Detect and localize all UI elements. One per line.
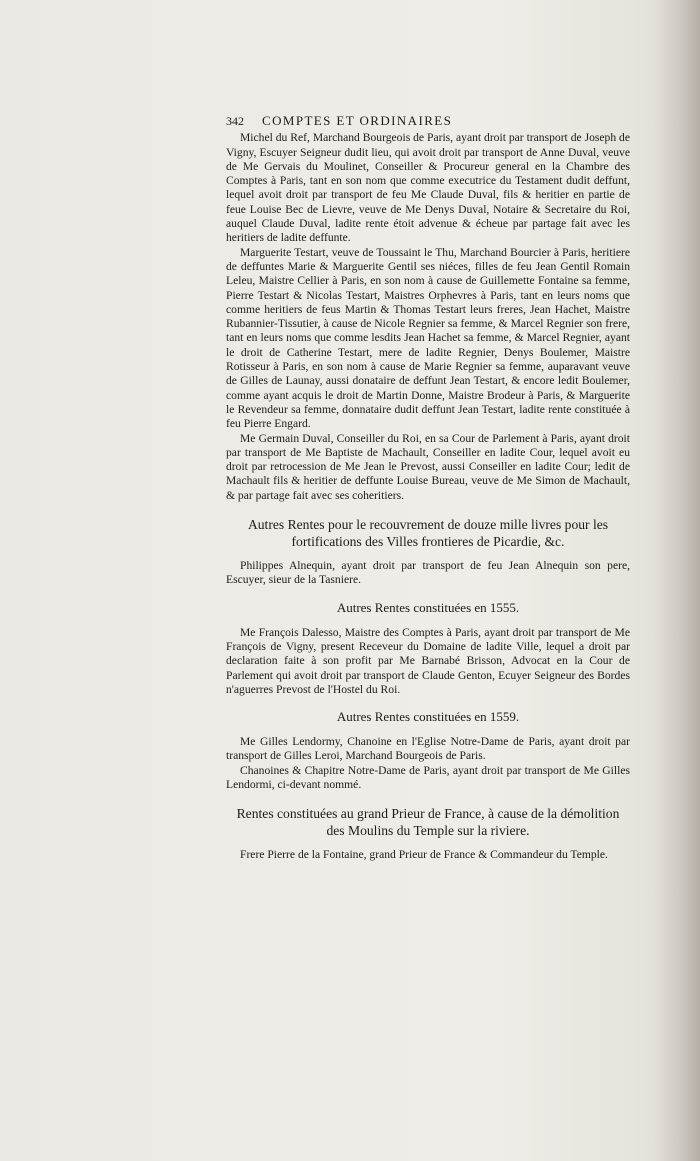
entry: Philippes Alnequin, ayant droit par transport de feu Jean Alnequin son pere, Escuyer, sieur de la Tasniere.	[226, 559, 630, 587]
running-title: COMPTES ET ORDINAIRES	[262, 113, 453, 128]
page-header	[226, 114, 630, 128]
entry: Chanoines & Chapitre Notre-Dame de Paris, ayant droit par transport de Me Gilles Lendormi, ci-devant nommé.	[226, 763, 630, 791]
entry: Me François Dalesso, Maistre des Comptes à Paris, ayant droit par transport de Me François de Vigny, present Receveur du Domaine de ladite Ville, lequel a droit par declaration faite à son profit par Me Barnabé Brisson, Advocat en la Cour de Parlement qui avoit droit par transport de Claude Genton, Ecuyer Seigneur des Bordes n'aguerres Prevost de l'Hostel du Roi.	[226, 625, 630, 696]
section-heading-1559: Autres Rentes constituées en 1559.	[336, 709, 520, 725]
section-heading-1555: Autres Rentes constituées en 1555.	[336, 599, 520, 615]
page-content	[226, 114, 630, 863]
page-gutter-shadow	[654, 0, 700, 1161]
entry: Frere Pierre de la Fontaine, grand Prieur de France & Commandeur du Temple.	[240, 848, 608, 862]
paragraph: Michel du Ref, Marchand Bourgeois de Paris, ayant droit par transport de Joseph de Vigny, Escuyer Seigneur dudit lieu, qui avoit droit par transport de Anne Duval, veuve de Me Gervais du Moulinet, Conseiller & Procureur general en la Chambre des Comptes à Paris, tant en son nom que comme executrice du Testament dudit deffunt, lequel avoit droit par transport de feu Me Claude Duval, fils & heritier en partie de feue Louise Bec de Lievre, veuve de Me Denys Duval, Notaire & Secretaire du Roi, auquel Claude Duval, ladite rente étoit advenue & écheue par partage fait avec les heritiers de ladite deffunte.	[226, 131, 630, 245]
paragraph: Marguerite Testart, veuve de Toussaint le Thu, Marchand Bourcier à Paris, heritiere de deffuntes Marie & Marguerite Gentil ses niéces, filles de feu Jean Gentil Romain Leleu, Maistre Cellier à Paris, en son nom à cause de Guillemette Fontaine sa femme, Pierre Testart & Nicolas Testart, Maistres Orphevres à Paris, tant en leurs noms que comme heritiers de feus Martin & Thomas Testart leurs freres, Jean Hachet, Maistre Rubannier-Tissutier, à cause de Nicole Regnier sa femme, & Marcel Regnier son frere, tant en leurs noms que comme lesdits Jean Hachet sa femme, & Marcel Regnier, ayant le droit de Catherine Testart, mere de ladite Regnier, Denys Boulemer, Maistre Rotisseur à Paris, en son nom à cause de Marie Regnier sa femme, auparavant veuve de Gilles de Launay, aussi donataire de deffunt Jean Testart, & encore ledit Boulemer, comme ayant acquis le droit de Martin Donne, Maistre Brodeur à Paris, & Marguerite le Revendeur sa femme, donnataire dudit deffunt Jean Testart, ladite rente constituée à feu Pierre Engard.	[226, 245, 630, 431]
section-heading-temple: Rentes constituées au grand Prieur de France, à cause de la démolition des Moulins du Temple sur la riviere.	[236, 806, 620, 839]
paragraph: Me Germain Duval, Conseiller du Roi, en sa Cour de Parlement à Paris, ayant droit par transport de Me Baptiste de Machault, Conseiller en ladite Cour, lequel avoit eu droit par retrocession de Me Jean le Prevost, aussi Conseiller en ladite Cour; ledit de Machault fils & heritier de deffunte Louise Bureau, veuve de Me Simon de Machault, & par partage fait avec ses coheritiers.	[226, 431, 630, 502]
section-heading-fortifications: Autres Rentes pour le recouvrement de douze mille livres pour les fortifications des Villes frontieres de Picardie, &c.	[247, 517, 609, 550]
entry: Me Gilles Lendormy, Chanoine en l'Eglise Notre-Dame de Paris, ayant droit par transport de Gilles Leroi, Marchand Bourgeois de Paris.	[226, 735, 630, 763]
page-number: 342	[226, 114, 244, 128]
